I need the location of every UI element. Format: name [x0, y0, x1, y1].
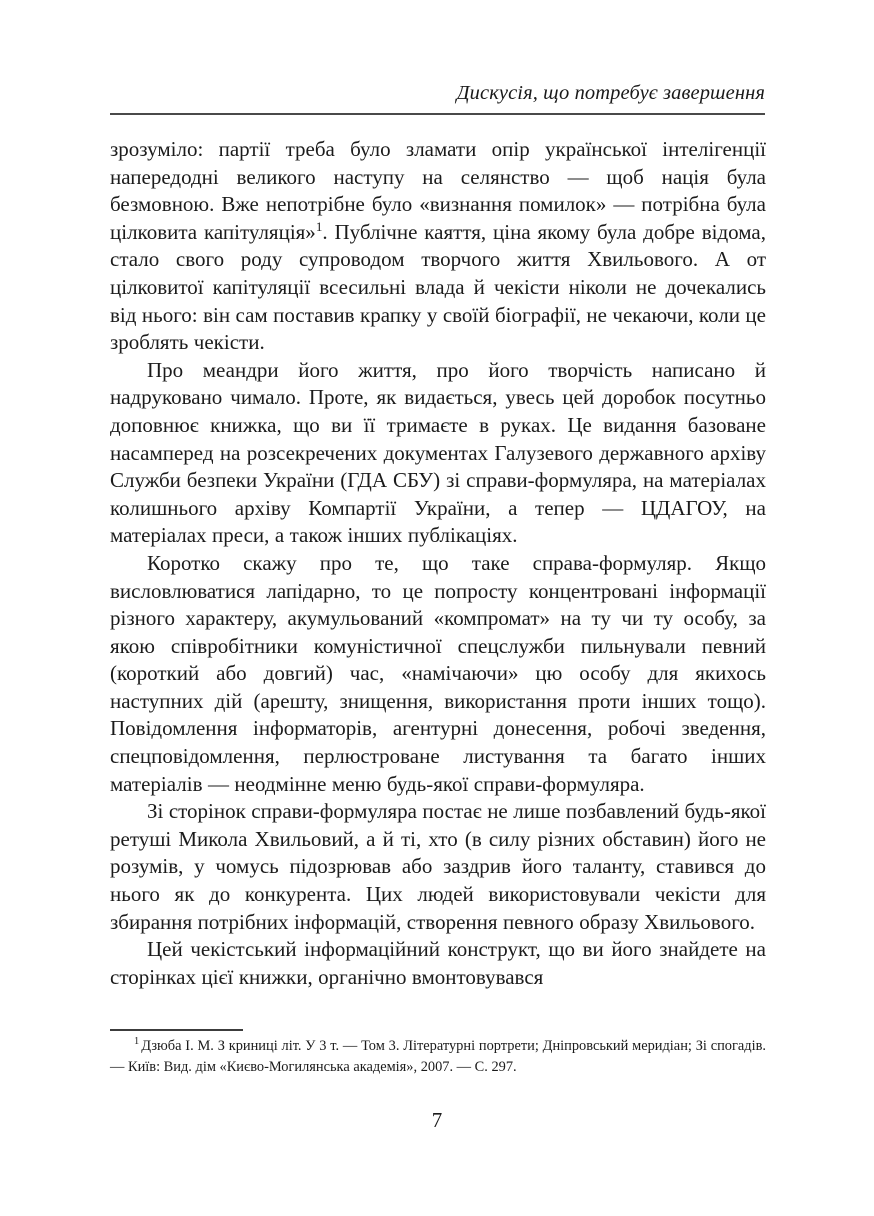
paragraph-1-tail: . Публічне каяття, ціна якому була добре відома, стало свого роду супроводом творчого життя Хвильового. А от цілковитої капітуляції всесильні влада й чекісти ніколи не дочекались від нього: він сам поставив крапку у своїй біографії, не чекаючи, коли це зроблять чекісти.	[110, 219, 766, 355]
running-head: Дискусія, що потребує завершення	[456, 82, 765, 104]
paragraph-4: Зі сторінок справи-формуляра постає не лише позбавлений будь-якої ретуші Микола Хвильовий, а й ті, хто (в силу різних обставин) його не розумів, у чомусь підозрював або заздрив його таланту, ставився до нього як до конкурента. Цих людей використовували чекісти для збирання потрібних інформацій, створення певного образу Хвильового.	[110, 799, 766, 934]
footnote	[110, 1036, 766, 1078]
paragraph-5: Цей чекістський інформаційний конструкт, що ви його знайдете на сторінках цієї книжки, органічно вмонтовувався	[110, 937, 766, 989]
footnote-number: 1	[134, 1036, 140, 1048]
footnote-reference-marker[interactable]: 1	[315, 218, 323, 234]
footnote-text: Дзюба І. М. З криниці літ. У 3 т. — Том 3. Літературні портрети; Дніпровський меридіан; Зі спогадів. — Київ: Вид. дім «Києво-Могилянська академія», 2007. — С. 297.	[110, 1038, 766, 1076]
paragraph-3: Коротко скажу про те, що таке справа-формуляр. Якщо висловлюватися лапідарно, то це попросту концентровані інформації різного характеру, акумульований «компромат» на ту чи ту особу, за якою співробітники комуністичної спецслужби пильнували певний (короткий або довгий) час, «намічаючи» цю особу для якихось наступних дій (арешту, знищення, використання проти інших тощо). Повідомлення інформаторів, агентурні донесення, робочі зведення, спецповідомлення, перлюстроване листування та багато інших матеріалів — неодмінне меню будь-якої справи-формуляра.	[110, 550, 766, 796]
paragraph-1-text: зрозуміло: партії треба було зламати опір української інтелігенції напередодні великого наступу на селянство — щоб нація була безмовною. Вже непотрібне було «визнання помилок» — потрібна була цілковита капітуляція»	[110, 137, 766, 244]
header-rule	[110, 113, 765, 115]
footnote-separator-rule	[110, 1029, 243, 1031]
page-number: 7	[431, 1108, 443, 1132]
body-text-block	[110, 136, 766, 991]
paragraph-1	[110, 136, 766, 357]
paragraph-2: Про меандри його життя, про його творчість написано й надруковано чимало. Проте, як видається, увесь цей доробок посутньо доповнює книжка, що ви її тримаєте в руках. Це видання базоване насамперед на розсекречених документах Галузевого державного архіву Служби безпеки України (ГДА СБУ) зі справи-формуляра, на матеріалах колишнього архіву Компартії України, а тепер — ЦДАГОУ, на матеріалах преси, а також інших публікаціях.	[110, 357, 766, 548]
